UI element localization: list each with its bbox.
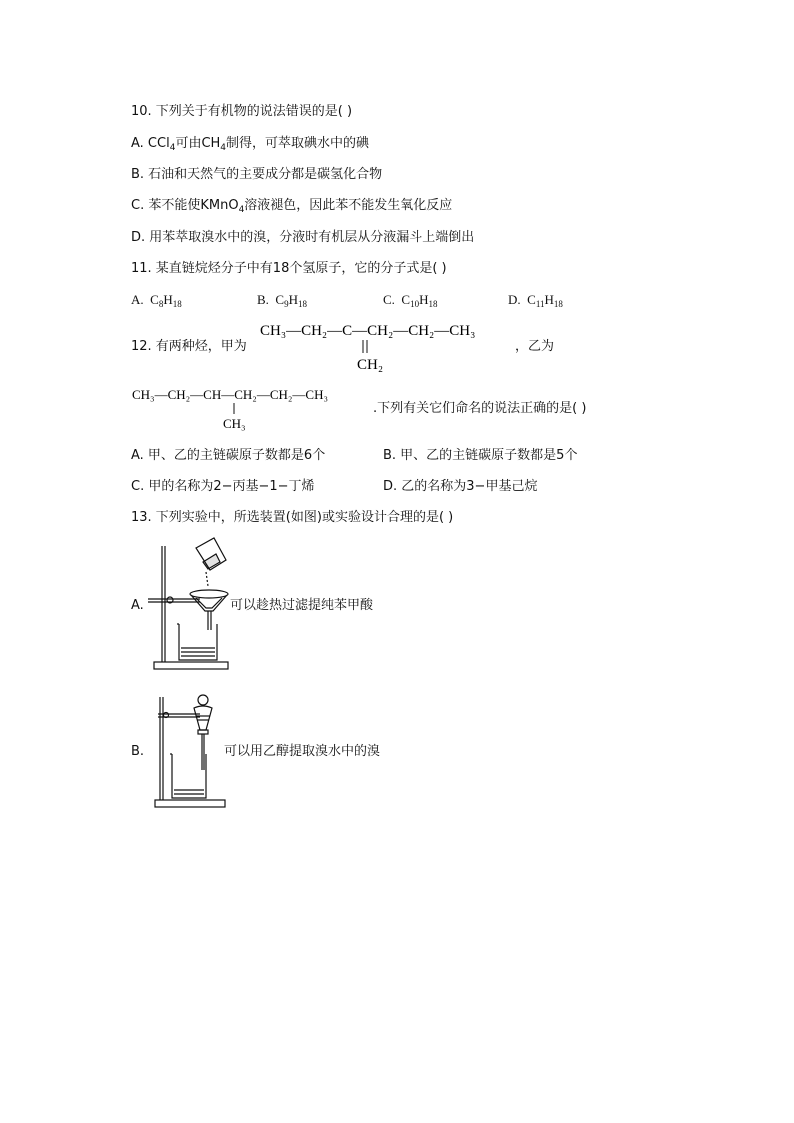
q11-option-a-label: A. xyxy=(131,292,144,307)
q11-d-cn: 11 xyxy=(535,299,545,309)
receiving-beaker xyxy=(172,754,206,798)
q13-option-a-text: 可以趁热过滤提纯苯甲酸 xyxy=(230,598,374,613)
jia-main-chain: CH₃—CH₂—C—CH₂—CH₂—CH₃ xyxy=(260,323,476,339)
q10-option-a-sub1: 4 xyxy=(169,143,176,153)
jia-branch: CH₂ xyxy=(357,357,384,373)
q10-stem: 10. 下列关于有机物的说法错误的是( ) xyxy=(131,104,353,119)
q10-option-b: B. 石油和天然气的主要成分都是碳氢化合物 xyxy=(131,167,383,182)
funnel-stopper xyxy=(198,695,208,705)
yi-structure-formula xyxy=(131,385,377,433)
q11-option-d-label: D. xyxy=(508,292,521,307)
q11-option-a xyxy=(131,292,182,308)
q10-option-c xyxy=(131,198,452,214)
q10-option-a-post: 制得，可萃取碘水中的碘 xyxy=(226,136,370,151)
stand-base xyxy=(155,800,225,807)
q11-a-h: H xyxy=(163,292,173,307)
q13-stem: 13. 下列实验中，所选装置(如图)或实验设计合理的是( ) xyxy=(131,510,454,525)
hot-filtration-apparatus-image xyxy=(148,538,234,672)
q10-option-a-sub2: 4 xyxy=(220,143,227,153)
pouring-liquid xyxy=(203,554,220,569)
q11-d-hn: 18 xyxy=(553,299,563,309)
q11-option-b-label: B. xyxy=(257,292,269,307)
q11-c-cn: 10 xyxy=(410,299,420,309)
q13-option-b-text: 可以用乙醇提取溴水中的溴 xyxy=(224,744,381,759)
q12-option-c: C. 甲的名称为2−丙基−1−丁烯 xyxy=(131,479,315,494)
stand-base xyxy=(154,662,228,669)
q12-stem-mid: ，乙为 xyxy=(515,339,555,354)
q11-b-hn: 18 xyxy=(297,299,307,309)
q11-d-h: H xyxy=(544,292,554,307)
q11-stem: 11. 某直链烷烃分子中有18个氢原子，它的分子式是( ) xyxy=(131,261,447,276)
separatory-funnel-apparatus-image xyxy=(152,692,228,810)
q10-option-a-pre: A. CCl xyxy=(131,136,170,151)
q11-a-hn: 18 xyxy=(172,299,182,309)
jia-structure-formula xyxy=(258,318,522,374)
q10-option-c-post: 溶液褪色，因此苯不能发生氧化反应 xyxy=(244,198,453,213)
q10-option-c-sub: 4 xyxy=(238,205,245,215)
q11-option-c-label: C. xyxy=(383,292,395,307)
yi-branch: CH₃ xyxy=(223,416,246,431)
q10-option-d: D. 用苯萃取溴水中的溴，分液时有机层从分液漏斗上端倒出 xyxy=(131,230,475,245)
glass-rod xyxy=(206,572,208,586)
q13-option-b-label: B. xyxy=(131,744,145,759)
q11-a-cn: 8 xyxy=(158,299,164,309)
separatory-funnel-body xyxy=(194,706,212,730)
q11-d-c: C xyxy=(527,292,536,307)
q11-c-h: H xyxy=(419,292,429,307)
funnel-rim xyxy=(190,590,228,598)
yi-main-chain: CH₃—CH₂—CH—CH₂—CH₂—CH₃ xyxy=(132,387,329,402)
q11-b-c: C xyxy=(275,292,285,307)
q10-option-c-pre: C. 苯不能使KMnO xyxy=(131,198,239,213)
q11-a-c: C xyxy=(150,292,159,307)
q11-c-c: C xyxy=(401,292,411,307)
q11-b-h: H xyxy=(288,292,298,307)
q13-option-a-label: A. xyxy=(131,598,144,613)
q11-option-d xyxy=(508,292,563,308)
q10-option-a-mid: 可由CH xyxy=(175,136,221,151)
q11-option-b xyxy=(257,292,307,308)
q12-stem-post: .下列有关它们命名的说法正确的是( ) xyxy=(373,401,587,416)
q11-option-c xyxy=(383,292,437,308)
q10-option-a xyxy=(131,136,369,152)
q12-option-d: D. 乙的名称为3−甲基己烷 xyxy=(383,479,538,494)
q12-option-b: B. 甲、乙的主链碳原子数都是5个 xyxy=(383,448,578,463)
stopcock xyxy=(198,730,208,734)
q11-b-cn: 9 xyxy=(284,299,289,309)
q12-option-a: A. 甲、乙的主链碳原子数都是6个 xyxy=(131,448,326,463)
q12-stem-pre: 12. 有两种烃，甲为 xyxy=(131,339,247,354)
q11-c-hn: 18 xyxy=(428,299,438,309)
